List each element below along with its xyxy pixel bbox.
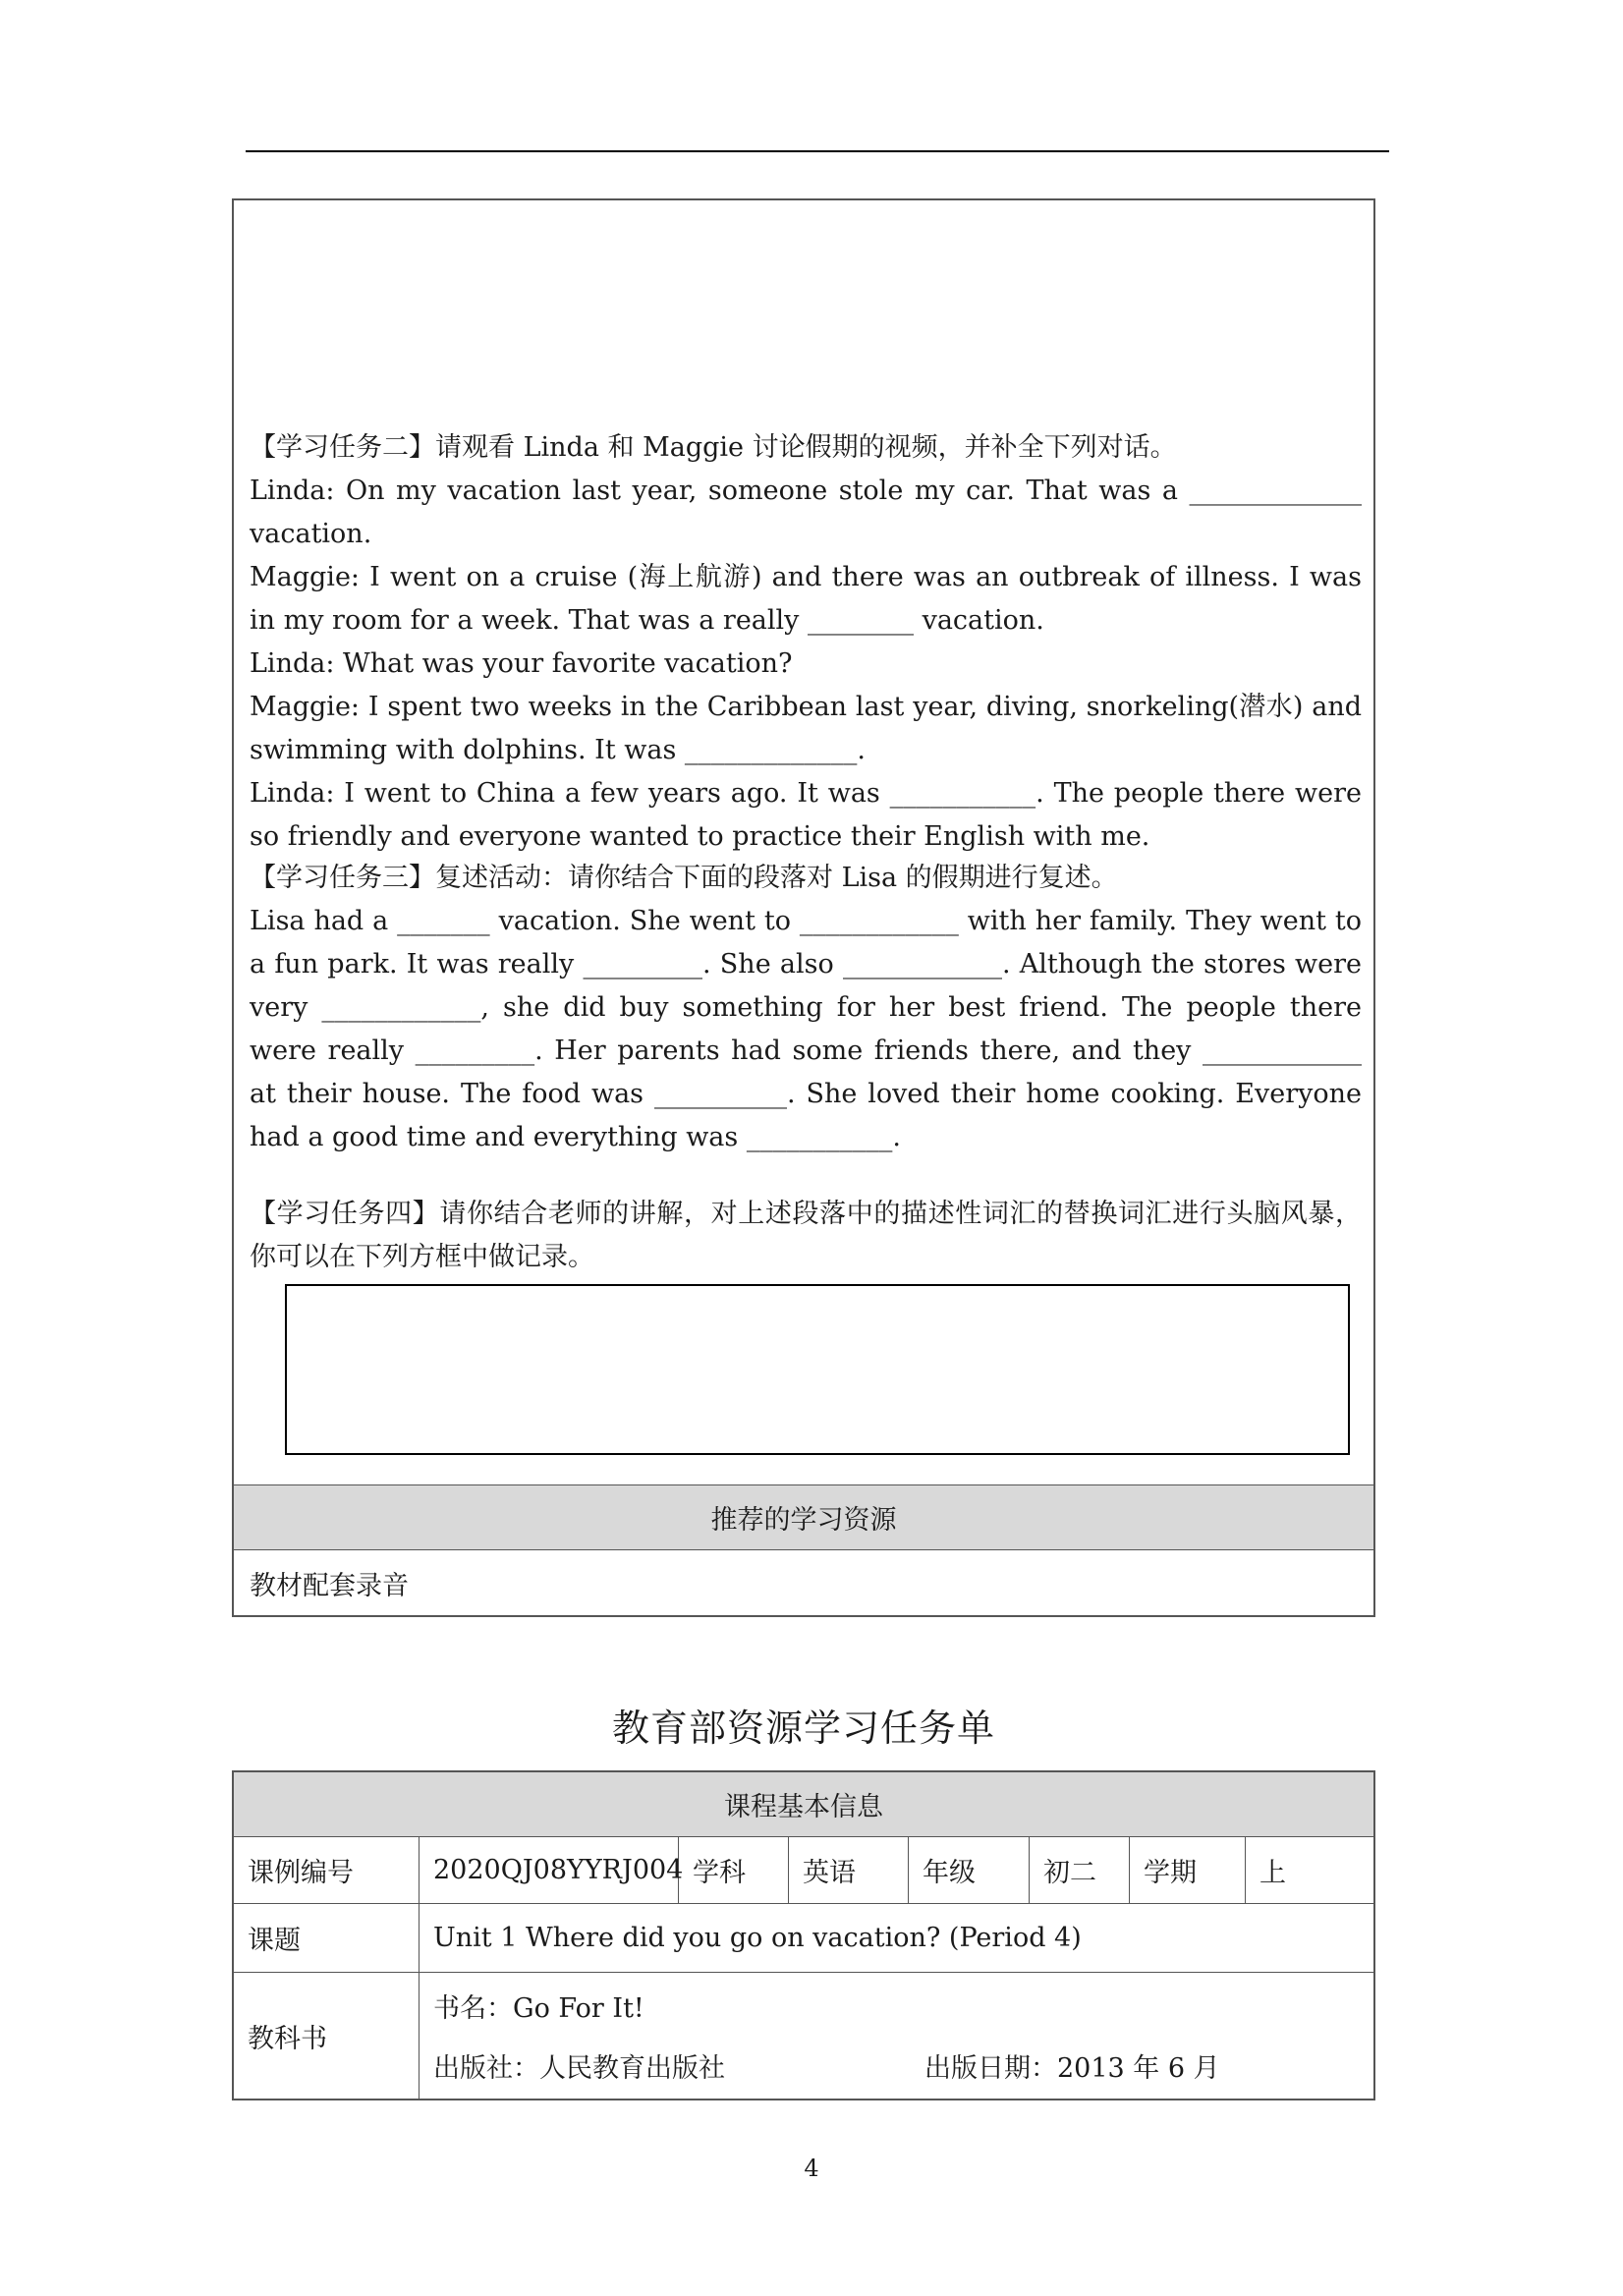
textbook-row <box>234 1973 1373 2099</box>
course-info-row <box>234 1837 1373 1904</box>
course-info-header: 课程基本信息 <box>234 1772 1373 1837</box>
dialogue-line: Linda: What was your favorite vacation? <box>250 648 793 679</box>
dialogue-line: Maggie: I went on a cruise (海上航游) and there was an outbreak of illness. I was in my room for a week. That was a really ________ vacation. <box>250 562 1362 636</box>
code-label: 课例编号 <box>234 1837 420 1903</box>
task-four-section <box>250 1193 1362 1279</box>
subject-value: 英语 <box>789 1837 909 1903</box>
task-four-heading: 【学习任务四】请你结合老师的讲解，对上述段落中的描述性词汇的替换词汇进行头脑风暴，你可以在下列方框中做记录。 <box>250 1199 1362 1272</box>
publish-date: 出版日期：2013 年 6 月 <box>924 2053 1220 2084</box>
topic-label: 课题 <box>234 1904 420 1972</box>
book-name: 书名：Go For It! <box>433 1993 644 2024</box>
sheet-title: 教育部资源学习任务单 <box>611 1707 995 1750</box>
grade-value: 初二 <box>1030 1837 1130 1903</box>
resources-value: 教材配套录音 <box>250 1570 409 1601</box>
learning-task-table <box>232 198 1375 1617</box>
retell-paragraph: Lisa had a _______ vacation. She went to ____________ with her family. They went to a fun park. It was really _________. She also ____________. Although the stores were very ____________, she did buy something for her best friend. The people there were really _________. Her parents had some friends there, and they ____________ at their house. The food was __________. She loved their home cooking. Everyone had a good time and everything was ___________. <box>250 906 1362 1152</box>
publisher-line <box>433 2046 1220 2085</box>
task-three-section <box>250 857 1362 1159</box>
brainstorm-note-box[interactable] <box>285 1284 1350 1455</box>
task-content-cell <box>234 200 1373 1485</box>
publisher: 出版社：人民教育出版社 <box>433 2053 725 2084</box>
task-three-heading: 【学习任务三】复述活动：请你结合下面的段落对 Lisa 的假期进行复述。 <box>250 863 1118 893</box>
subject-label: 学科 <box>679 1837 789 1903</box>
term-value: 上 <box>1259 1858 1286 1888</box>
topic-value: Unit 1 Where did you go on vacation? (Period 4) <box>433 1923 1082 1953</box>
term-label: 学期 <box>1130 1837 1246 1903</box>
dialogue-line: Linda: On my vacation last year, someone stole my car. That was a _____________ vacation. <box>250 476 1362 549</box>
code-value: 2020QJ08YYRJ004 <box>420 1837 679 1903</box>
page-number: 4 <box>804 2155 819 2182</box>
course-info-table <box>232 1770 1375 2100</box>
textbook-label: 教科书 <box>234 1973 420 2099</box>
dialogue-line: Maggie: I spent two weeks in the Caribbean last year, diving, snorkeling(潜水) and swimming with dolphins. It was _____________. <box>250 692 1362 765</box>
resources-header: 推荐的学习资源 <box>234 1485 1373 1550</box>
task-two-heading: 【学习任务二】请观看 Linda 和 Maggie 讨论假期的视频，并补全下列对话。 <box>250 432 1177 463</box>
header-rule <box>246 150 1389 152</box>
grade-label: 年级 <box>909 1837 1030 1903</box>
dialogue-line: Linda: I went to China a few years ago. It was ___________. The people there were so friendly and everyone wanted to practice their English with me. <box>250 778 1362 852</box>
topic-row <box>234 1904 1373 1973</box>
textbook-details <box>420 1973 1373 2099</box>
task-two-section <box>250 426 1362 859</box>
